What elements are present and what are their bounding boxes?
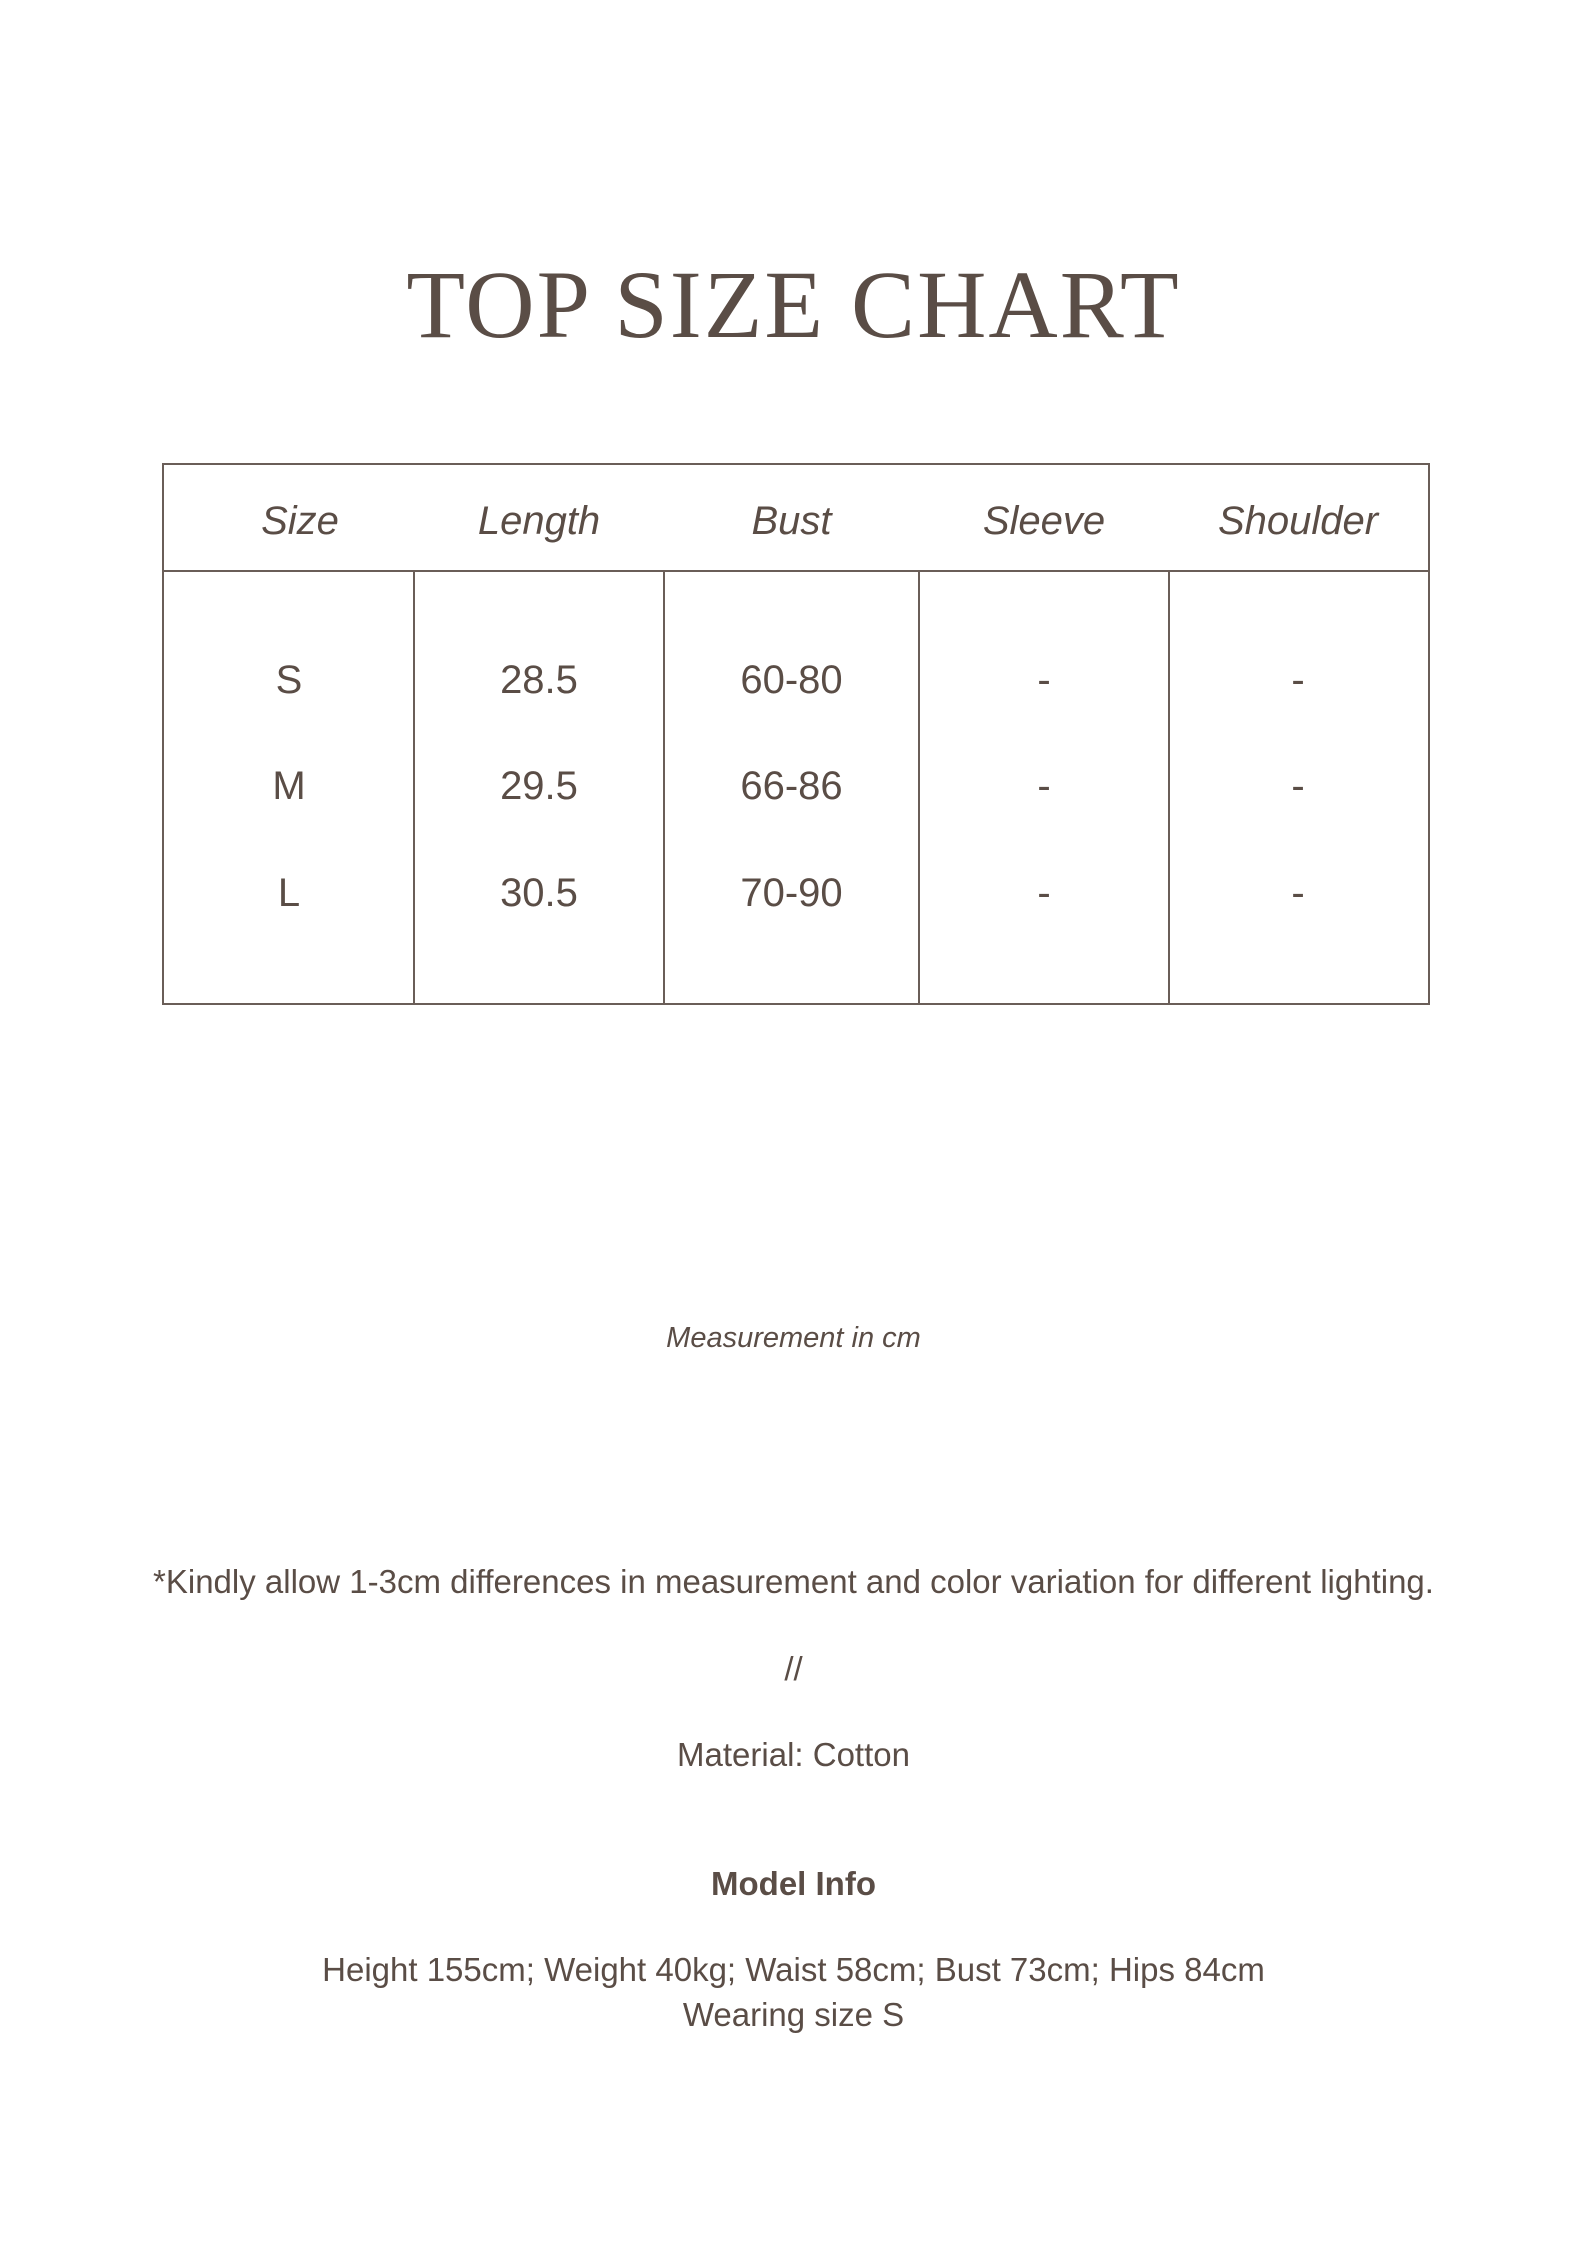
cell-size: S (275, 658, 303, 702)
material-info: Material: Cotton (677, 1736, 910, 1773)
cell-size: L (277, 871, 301, 915)
page-title: TOP SIZE CHART (406, 251, 1181, 358)
size-table (162, 463, 1430, 1005)
cell-length: 29.5 (500, 764, 578, 808)
header-size: Size (261, 499, 339, 543)
cell-bust: 70-90 (740, 871, 843, 915)
cell-length: 28.5 (500, 658, 578, 702)
header-length: Length (477, 499, 601, 543)
cell-length: 30.5 (500, 871, 578, 915)
cell-size: M (272, 764, 306, 808)
cell-shoulder: - (1291, 871, 1305, 915)
measurement-unit-note: Measurement in cm (666, 1322, 921, 1354)
measurement-disclaimer: *Kindly allow 1-3cm differences in measurement and color variation for different lighting. (153, 1563, 1434, 1600)
cell-bust: 66-86 (740, 764, 843, 808)
header-sleeve: Sleeve (982, 499, 1106, 543)
header-shoulder: Shoulder (1217, 499, 1379, 543)
header-bust: Bust (751, 499, 832, 543)
cell-shoulder: - (1291, 658, 1305, 702)
cell-shoulder: - (1291, 764, 1305, 808)
model-wearing-size: Wearing size S (682, 1996, 905, 2033)
cell-sleeve: - (1037, 764, 1051, 808)
cell-sleeve: - (1037, 658, 1051, 702)
cell-bust: 60-80 (740, 658, 843, 702)
section-divider: // (784, 1650, 803, 1687)
table-header-row (164, 465, 1428, 572)
model-info-heading: Model Info (711, 1865, 876, 1902)
cell-sleeve: - (1037, 871, 1051, 915)
model-measurements: Height 155cm; Weight 40kg; Waist 58cm; Bust 73cm; Hips 84cm (322, 1951, 1265, 1988)
